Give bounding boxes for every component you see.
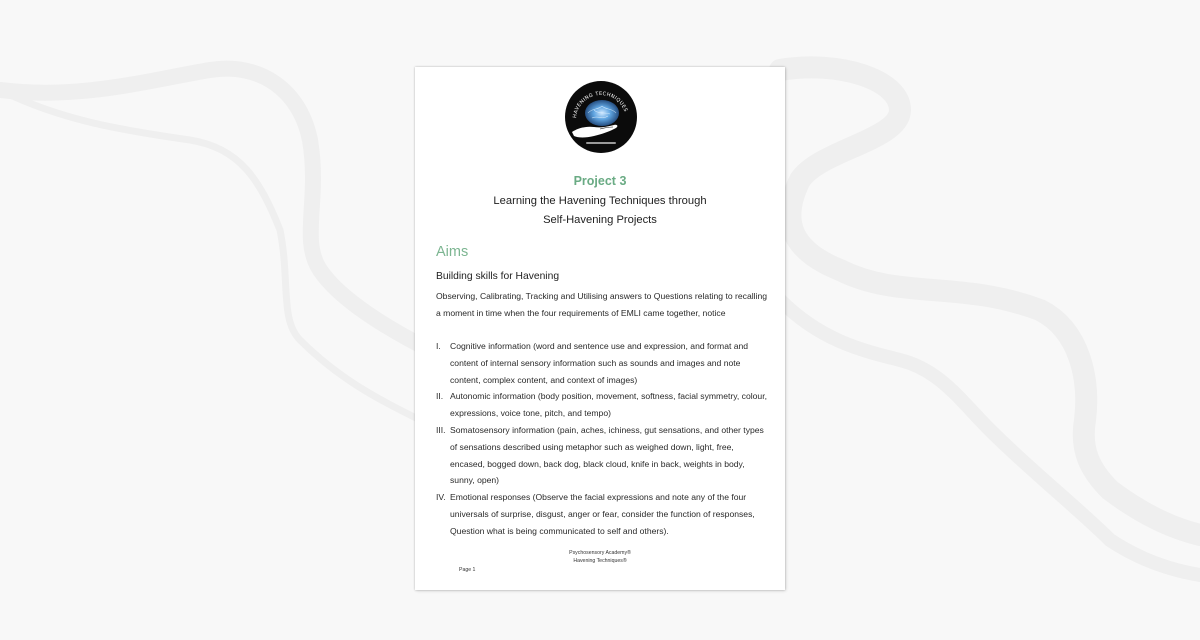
svg-text:HAVENING TECHNIQUES: HAVENING TECHNIQUES [572, 90, 629, 119]
intro-paragraph: Observing, Calibrating, Tracking and Utilising answers to Questions relating to recalling a moment in time when the four requirements of EMLI came together, notice [436, 291, 768, 318]
document-subtitle [415, 192, 785, 229]
list-item-text: Autonomic information (body position, movement, softness, facial symmetry, colour, expressions, voice tone, pitch, and tempo) [450, 391, 767, 419]
list-numeral: III. [436, 424, 446, 435]
list-item-text: Somatosensory information (pain, aches, ichiness, gut sensations, and other types of sensations described using metaphor such as weighed down, light, free, encased, bogged down, back dog, black cloud, knife in back, weights in body, sunny, open) [450, 424, 764, 486]
subtitle-line-1: Learning the Havening Techniques through [493, 195, 707, 207]
list-numeral: II. [436, 391, 444, 402]
project-title: Project 3 [573, 174, 627, 188]
subtitle-line-2: Self-Havening Projects [543, 213, 657, 226]
aims-list-item-emotional [436, 489, 770, 539]
aims-list-item-autonomic [436, 388, 770, 422]
list-item-text: Emotional responses (Observe the facial expressions and note any of the four universals of surprise, disgust, anger or fear, consider the function of responses, Question what is being communicated to self and others). [450, 492, 755, 536]
footer-academy-name: Psychosensory Academy® [569, 550, 631, 556]
title-block [415, 173, 785, 229]
page-footer [415, 549, 785, 565]
section-subheading: Building skills for Havening [436, 271, 560, 282]
havening-techniques-logo-icon [564, 80, 638, 154]
list-numeral: IV. [436, 492, 446, 503]
aims-heading: Aims [436, 244, 469, 260]
page-number: Page 1 [459, 567, 476, 573]
list-numeral: I. [436, 341, 441, 351]
document-page [415, 67, 785, 590]
aims-list-item-somatosensory [436, 422, 770, 489]
aims-list-item-cognitive [436, 338, 770, 388]
footer-brand-name: Havening Techniques® [573, 558, 627, 564]
list-item-text: Cognitive information (word and sentence use and expression, and format and content of internal sensory information such as sounds and images and note content, complex content, and context of images) [450, 341, 749, 385]
aims-list [436, 338, 770, 540]
